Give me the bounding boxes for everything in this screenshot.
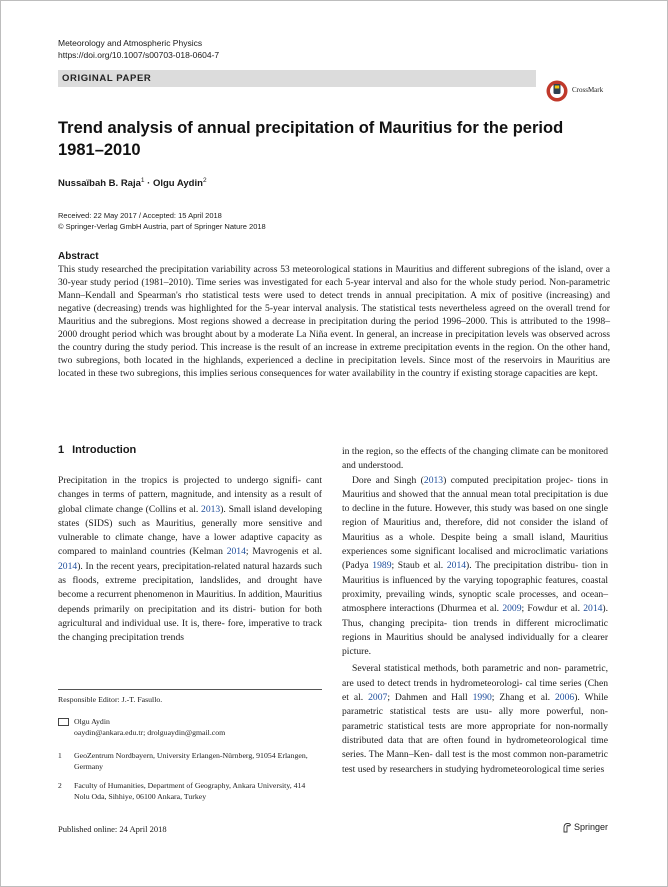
- journal-header: [58, 37, 219, 61]
- text-line: features, coastal proximity, prevailing winds, synoptic scale: [342, 574, 608, 600]
- text-fragment: ). While parametric statistical tests are usu-: [342, 692, 608, 718]
- paragraph: [58, 474, 322, 646]
- citation-link[interactable]: 2014: [226, 546, 246, 558]
- text-line: tions in Mauritius and showed that the annual mean total: [342, 474, 608, 500]
- citation-link[interactable]: 2014: [583, 603, 603, 615]
- text-fragment: Zhang et al.: [499, 692, 555, 704]
- affiliation-number: 1: [58, 751, 62, 760]
- text-line: some significant localised and microclimatic variations: [390, 546, 608, 558]
- text-fragment: ; Dahmen and Hall: [387, 692, 473, 704]
- citation-link[interactable]: 2009: [502, 603, 522, 615]
- text-fragment: ). The precipitation distribu-: [466, 560, 579, 572]
- text-line: should be analysed individually for a clearer picture.: [342, 631, 609, 658]
- section-number: 1: [58, 444, 65, 456]
- text-line: whole. Despite being a small island, Mauritius experiences: [342, 531, 608, 558]
- text-line: Several statistical methods, both parametric and non-: [352, 663, 562, 675]
- received-accepted: Received: 22 May 2017 / Accepted: 15 April 2018: [58, 211, 222, 220]
- text-line: in the region, so the effects of the changing climate can be: [342, 446, 567, 457]
- text-line: study was based on one single region of Mauritius and,: [342, 503, 608, 529]
- paragraph: [342, 474, 608, 660]
- text-line: countries (Kelman: [150, 546, 227, 558]
- text-line: ally more powerful, non-parametric statistical tests are more: [342, 706, 608, 732]
- body-column-left: [58, 474, 322, 646]
- copyright-line: © Springer-Verlag GmbH Austria, part of Springer Nature 2018: [58, 222, 266, 231]
- abstract-heading: Abstract: [58, 251, 99, 262]
- text-fragment: cal time series (Chen et al.: [342, 677, 608, 704]
- text-line: therefore, did not consider the island of Mauritius as a: [342, 517, 608, 543]
- author-separator: ·: [144, 178, 153, 190]
- author-name[interactable]: Olgu Aydin: [152, 178, 203, 190]
- text-fragment: ;: [491, 692, 495, 704]
- citation-link[interactable]: 2013: [423, 474, 444, 486]
- text-line: dall test is the most common non-parametric test used by: [342, 749, 608, 775]
- text-line: tion trends in different microclimatic regions in Mauritius: [342, 617, 608, 643]
- paragraph: [342, 445, 608, 474]
- body-column-right: [342, 445, 608, 777]
- text-line: floods, extreme precipitation, landslides, and drought have: [72, 575, 322, 587]
- text-line: as a result of global climate change (Collins et al.: [58, 489, 322, 515]
- footnote-divider: [58, 689, 322, 690]
- author-line: [58, 177, 207, 189]
- publisher-name: Springer: [574, 822, 609, 832]
- citation-link[interactable]: 2014: [446, 560, 467, 572]
- text-fragment: ). In the: [77, 560, 109, 572]
- text-line: precipitation is due to decline in the future. However, this: [342, 488, 608, 515]
- text-line: Precipitation in the tropics is projected to undergo signifi-: [58, 475, 301, 486]
- text-line: Small island developing states (SIDS) such as Mauritius,: [58, 503, 322, 529]
- affiliation-number: 2: [58, 781, 62, 790]
- text-line: appropriate for non-normally distributed data that are often: [342, 720, 609, 746]
- paper-title: Trend analysis of annual precipitation of Mauritius for the period 1981–2010: [58, 119, 564, 159]
- responsible-editor: Responsible Editor: J.-T. Fasullo.: [58, 695, 163, 704]
- journal-name: Meteorology and Atmospheric Physics: [58, 38, 203, 48]
- text-line: cant changes in terms of pattern, magnitude, and intensity: [58, 475, 322, 501]
- crossmark-badge[interactable]: [546, 80, 618, 104]
- text-fragment: Dore and Singh (: [352, 474, 424, 486]
- affiliation-mark: 2: [202, 177, 207, 184]
- contact-name: Olgu Aydin: [74, 717, 110, 726]
- text-fragment: ; Fowdur et al.: [521, 603, 584, 615]
- text-fragment: ). Thus, changing precipita-: [342, 603, 609, 629]
- text-line: parametric, are used to detect trends in hydrometeorologi-: [342, 663, 608, 689]
- text-fragment: et al.: [479, 603, 503, 615]
- text-fragment: ; Staub et al.: [391, 560, 447, 572]
- citation-link[interactable]: 2007: [368, 692, 388, 704]
- text-line: become a recurrent phenomenon in Mauritius. In addition,: [58, 589, 283, 601]
- citation-link[interactable]: 1989: [372, 560, 392, 572]
- paragraph: [342, 662, 608, 776]
- citation-link[interactable]: 1990: [472, 692, 492, 704]
- abstract-text: This study researched the precipitation variability across 53 meteorological stations in Mauritius and different subregions of the island, over a 30-year study period (1981–2010). Time series was investigated for each 5-year interval and also for the whole study period. Non-parametric Mann–Kendall and Spearman's rho statistical tests were used to detect trends in annual precipitation. A mix of positive (increasing) and negative (decreasing) trends was highlighted for the 5-year interval analysis. The statistical tests nevertheless agreed on the overall trend for Mauritius and the subregions. Most regions showed a decrease in precipitation during the period 1996–2000. This is attributed to the 1998–2000 drought period which was brought about by a moderate La Niña event. In general, an increase in precipitation levels was observed across the country during the study period. This increase is the result of an increase in extreme precipitation events in the region. On the other hand, two subregions, both located in the highlands, experienced a decline in precipitation levels. Since most of the reservoirs in Mauritius are located in these two subregions, this implies serious consequences for water availability in the country if existing storage capacities are kept.: [58, 264, 610, 379]
- text-line: processes, and ocean–atmosphere interactions (Dhurmea: [342, 588, 608, 615]
- text-line: recent years, precipitation-related natural hazards such as: [58, 560, 322, 587]
- contact-email[interactable]: oaydin@ankara.edu.tr; drolguaydin@gmail.com: [74, 727, 226, 737]
- crossmark-label: CrossMark: [572, 86, 604, 94]
- publisher-logo: [562, 822, 608, 833]
- text-line: tion in Mauritius is influenced by the varying topographic: [342, 560, 609, 586]
- citation-link[interactable]: 2006: [555, 692, 575, 704]
- springer-horse-icon: [562, 822, 572, 833]
- text-fragment: (Padya: [342, 560, 373, 572]
- citation-link[interactable]: 2014: [58, 560, 78, 572]
- text-line: bution for both agricultural and individual use. It is, there-: [58, 603, 322, 629]
- section-heading: [58, 444, 136, 456]
- text-line: Mauritius depends primarily on precipitation and its distri-: [58, 589, 322, 615]
- envelope-icon: [58, 717, 72, 729]
- text-line: researchers in studying hydrometeorological time series: [389, 763, 605, 775]
- section-title: Introduction: [72, 444, 137, 456]
- text-line: generally more sensitive and vulnerable to climate change,: [58, 517, 322, 544]
- citation-link[interactable]: 2013: [201, 503, 221, 515]
- text-line: monitored and understood.: [342, 446, 608, 472]
- crossmark-icon: [546, 80, 568, 102]
- paper-type-band: ORIGINAL PAPER: [58, 70, 536, 87]
- affiliation-text: Faculty of Humanities, Department of Geography, Ankara University, 414 Nolu Oda, Sihhiye, 06100 Ankara, Turkey: [74, 781, 306, 801]
- text-fragment: ).: [220, 503, 226, 515]
- affiliation-mark: 1: [140, 177, 145, 184]
- doi-link[interactable]: https://doi.org/10.1007/s00703-018-0604-7: [58, 50, 220, 60]
- affiliation-text: GeoZentrum Nordbayern, University Erlangen-Nürnberg, 91054 Erlangen, Germany: [74, 751, 308, 771]
- text-fragment: ) computed precipitation projec-: [443, 474, 574, 486]
- text-line: found in hydrometeorological time series. The Mann–Ken-: [342, 734, 608, 761]
- text-line: fore, imperative to track the changing precipitation trends: [58, 617, 322, 644]
- text-fragment: ; Mavrogenis et al.: [245, 546, 322, 558]
- text-line: have a lower adaptive capacity as compared to mainland: [58, 532, 322, 558]
- author-name[interactable]: Nussaïbah B. Raja: [58, 178, 141, 190]
- dates-block: [58, 210, 266, 232]
- published-date: Published online: 24 April 2018: [58, 824, 167, 834]
